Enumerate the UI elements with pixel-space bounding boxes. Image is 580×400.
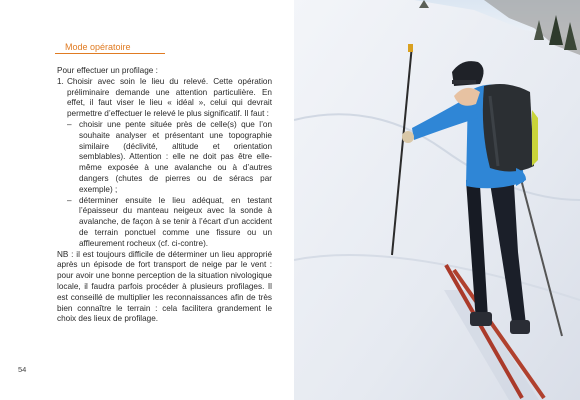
nb-paragraph: NB : il est toujours difficile de déterminer un lieu approprié après un épisode de fort transport de neige par le vent : pour avoir une bonne perception de la situation nivologique locale, il faudra parfois procéder à plusieurs profilages. Il est conseillé de multiplier les reconnaissances afin de très bien connaître le terrain : cela facilitera grandement le choix des lieux de profilage. <box>57 249 272 324</box>
bullet-text: déterminer ensuite le lieu adéquat, en testant l’épaisseur du manteau neigeux avec la sonde à avalanche, de façon à se tenir à l’écart d’un accident de terrain ponctuel comme une fissure ou un affleurement rocheux (cf. ci-contre). <box>79 195 272 248</box>
page-number: 54 <box>18 365 27 374</box>
bullet-text: choisir une pente située près de celle(s) que l’on souhaite analyser et présentant une topographie similaire (déclivité, altitude et orientation semblables). Attention : elle ne doit pas être elle-même exposée à une avalanche ou à d’autres dangers (chutes de pierres ou de séracs par exemple) ; <box>79 119 272 194</box>
bullet-item <box>57 120 272 196</box>
section-heading <box>65 42 131 52</box>
bullet-dash: – <box>67 195 72 205</box>
heading-text: Mode opératoire <box>65 42 131 52</box>
intro-line: Pour effectuer un profilage : <box>57 66 158 75</box>
heading-underline <box>55 53 165 54</box>
step-number: 1. <box>57 76 64 86</box>
bullet-dash: – <box>67 119 72 129</box>
skier-photo <box>294 0 580 400</box>
snow-slope <box>294 0 580 400</box>
bullet-item <box>57 196 272 250</box>
body-text <box>57 66 272 325</box>
numbered-step <box>57 77 272 120</box>
step-text: Choisir avec soin le lieu du relevé. Cette opération préliminaire demande une attention particulière. En effet, il faut viser le lieu « idéal », celui qui devrait permettre d’effectuer le relevé le plus significatif. Il faut : <box>67 76 272 119</box>
photo-page <box>294 0 580 400</box>
